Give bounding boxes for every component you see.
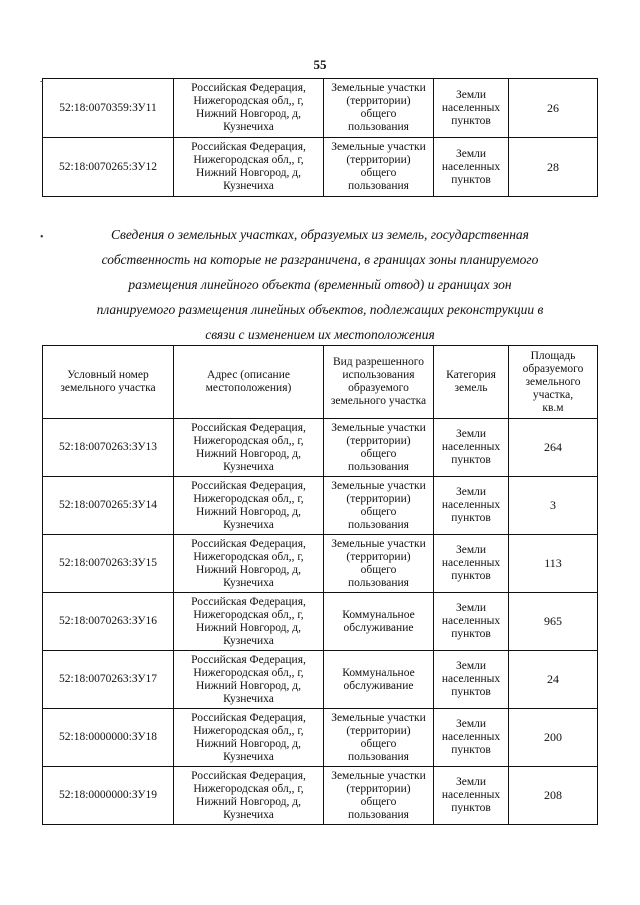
cell-line: пунктов [451,686,491,698]
land-category-cell [434,709,509,767]
cell-line: общего [360,737,397,750]
cell-line: Нижегородская обл,, г, [193,724,304,737]
cell-line: Нижегородская обл,, г, [193,154,304,166]
cell-line: Кузнечиха [223,808,274,821]
cell-line: земельного [525,375,581,388]
cell-line: Российская Федерация, [191,769,306,782]
cell-line: Земельные участки [331,82,426,94]
cell-line: населенных [441,557,501,569]
area-cell: 26 [509,79,598,138]
address-cell [174,419,324,477]
parcel-id-cell: 52:18:0070265:ЗУ14 [43,477,174,535]
cell-line: Российская Федерация, [191,479,306,492]
cell-line: (территории) [346,154,411,166]
cell-line: пунктов [451,454,491,466]
cell-line: общего [360,167,397,179]
cell-line: общего [360,563,397,576]
table-row [43,593,598,651]
address-cell [174,767,324,825]
cell-line: Коммунальное [342,666,415,679]
permitted-use-cell [324,593,434,651]
land-category-cell [434,79,509,138]
cell-line: населенных [441,441,501,453]
area-cell: 208 [509,767,598,825]
permitted-use-cell [324,79,434,138]
cell-line: Нижний Новгород, д, [196,505,301,518]
cell-line: Нижний Новгород, д, [196,679,301,692]
cell-line: Нижний Новгород, д, [196,447,301,460]
address-cell [174,535,324,593]
cell-line: обслуживание [343,679,414,692]
cell-line: пользования [348,750,409,763]
area-cell: 965 [509,593,598,651]
heading-line: размещения линейного объекта (временный отвод) и границах зон [128,277,512,292]
cell-line: Кузнечиха [223,460,274,473]
cell-line: образуемого [348,382,409,394]
cell-line: Российская Федерация, [191,82,306,94]
section-heading [60,222,580,347]
cell-line: Нижний Новгород, д, [196,737,301,750]
header-id [43,346,174,419]
address-cell [174,709,324,767]
cell-line: общего [360,795,397,808]
cell-line: пунктов [451,570,491,582]
cell-line: населенных [441,673,501,685]
cell-line: пунктов [451,512,491,524]
table-row [43,79,598,138]
cell-line: Вид разрешенного [332,356,424,368]
permitted-use-cell [324,419,434,477]
cell-line: участка, [532,388,574,401]
scan-mark: • [40,232,44,243]
cell-line: Нижний Новгород, д, [196,795,301,808]
address-cell [174,477,324,535]
cell-line: Земли [455,544,487,556]
heading-line: связи с изменением их местоположения [205,327,435,342]
cell-line: обслуживание [343,621,414,634]
continued-parcels-table [42,78,598,197]
land-category-cell [434,651,509,709]
cell-line: Российская Федерация, [191,595,306,608]
table-row [43,477,598,535]
cell-line: Земли [455,718,487,730]
address-cell [174,79,324,138]
cell-line: населенных [441,101,501,114]
permitted-use-cell [324,138,434,197]
parcel-id-cell: 52:18:0070263:ЗУ16 [43,593,174,651]
cell-line: Земельные участки [331,479,426,492]
cell-line: Нижний Новгород, д, [196,621,301,634]
cell-line: пунктов [451,114,491,127]
cell-line: Земли [455,88,487,101]
cell-line: пунктов [451,802,491,814]
cell-line: Кузнечиха [223,692,274,705]
address-cell [174,593,324,651]
cell-line: Кузнечиха [223,121,274,133]
area-cell: 24 [509,651,598,709]
cell-line: (территории) [346,724,411,737]
cell-line: Категория [446,369,496,381]
land-category-cell [434,593,509,651]
cell-line: Нижегородская обл,, г, [193,492,304,505]
cell-line: пунктов [451,628,491,640]
cell-line: Земельные участки [331,537,426,550]
cell-line: Земельные участки [331,421,426,434]
cell-line: (территории) [346,492,411,505]
heading-line: собственность на которые не разграничена, в границах зоны планируемого [101,252,539,267]
cell-line: земель [454,382,488,394]
cell-line: населенных [441,499,501,511]
scan-mark: - [40,76,44,87]
cell-line: Российская Федерация, [191,141,306,153]
parcel-id-cell: 52:18:0070265:ЗУ12 [43,138,174,197]
cell-line: общего [360,108,397,120]
cell-line: земельного участка [330,395,427,407]
parcel-id-cell: 52:18:0000000:ЗУ18 [43,709,174,767]
cell-line: Кузнечиха [223,750,274,763]
cell-line: использования [342,369,415,381]
table-row [43,767,598,825]
cell-line: Нижегородская обл,, г, [193,608,304,621]
cell-line: Кузнечиха [223,634,274,647]
cell-line: Российская Федерация, [191,711,306,724]
table-row [43,138,598,197]
permitted-use-cell [324,477,434,535]
table-row [43,709,598,767]
cell-line: пользования [348,121,409,133]
cell-line: Российская Федерация, [191,421,306,434]
cell-line: (территории) [346,95,411,107]
cell-line: Нижегородская обл,, г, [193,550,304,563]
cell-line: пунктов [451,744,491,756]
cell-line: Нижний Новгород, д, [196,167,301,179]
header-category [434,346,509,419]
cell-line: Кузнечиха [223,180,274,192]
cell-line: кв.м [542,401,564,414]
header-address [174,346,324,419]
area-cell: 113 [509,535,598,593]
land-category-cell [434,477,509,535]
parcel-id-cell: 52:18:0070263:ЗУ17 [43,651,174,709]
area-cell: 264 [509,419,598,477]
permitted-use-cell [324,767,434,825]
cell-line: Площадь [530,349,576,362]
cell-line: Коммунальное [342,608,415,621]
cell-line: земельного участка [60,382,156,394]
header-area [509,346,598,419]
table-row [43,651,598,709]
parcel-id-cell: 52:18:0000000:ЗУ19 [43,767,174,825]
cell-line: Российская Федерация, [191,537,306,550]
cell-line: Земли [455,486,487,498]
cell-line: пунктов [451,173,491,186]
cell-line: Нижегородская обл,, г, [193,434,304,447]
cell-line: Российская Федерация, [191,653,306,666]
header-use [324,346,434,419]
cell-line: Нижний Новгород, д, [196,108,301,120]
cell-line: Условный номер [67,369,149,381]
cell-line: общего [360,447,397,460]
cell-line: Кузнечиха [223,576,274,589]
parcel-id-cell: 52:18:0070263:ЗУ15 [43,535,174,593]
cell-line: Нижний Новгород, д, [196,563,301,576]
cell-line: населенных [441,615,501,627]
cell-line: пользования [348,460,409,473]
cell-line: Земельные участки [331,769,426,782]
cell-line: (территории) [346,434,411,447]
cell-line: образуемого [522,362,584,375]
table-row [43,419,598,477]
cell-line: Земли [455,602,487,614]
cell-line: Земли [455,660,487,672]
land-category-cell [434,535,509,593]
cell-line: Земельные участки [331,711,426,724]
cell-line: Нижегородская обл,, г, [193,666,304,679]
permitted-use-cell [324,651,434,709]
cell-line: населенных [441,789,501,801]
address-cell [174,138,324,197]
cell-line: Земли [455,147,487,160]
cell-line: пользования [348,180,409,192]
cell-line: местоположения) [205,382,292,394]
heading-line: планируемого размещения линейных объектов, подлежащих реконструкции в [96,302,544,317]
heading-line: Сведения о земельных участках, образуемых из земель, государственная [111,227,529,242]
area-cell: 28 [509,138,598,197]
cell-line: Нижегородская обл,, г, [193,782,304,795]
page-number: 55 [313,57,327,72]
land-category-cell [434,767,509,825]
parcel-id-cell: 52:18:0070359:ЗУ11 [43,79,174,138]
area-cell: 3 [509,477,598,535]
table-row [43,535,598,593]
cell-line: (территории) [346,782,411,795]
cell-line: Земли [455,428,487,440]
cell-line: населенных [441,160,501,173]
area-cell: 200 [509,709,598,767]
cell-line: населенных [441,731,501,743]
cell-line: Земельные участки [331,141,426,153]
cell-line: (территории) [346,550,411,563]
parcel-id-cell: 52:18:0070263:ЗУ13 [43,419,174,477]
cell-line: общего [360,505,397,518]
address-cell [174,651,324,709]
cell-line: Нижегородская обл,, г, [193,95,304,107]
land-category-cell [434,419,509,477]
permitted-use-cell [324,535,434,593]
permitted-use-cell [324,709,434,767]
parcels-table [42,345,598,825]
cell-line: пользования [348,518,409,531]
land-category-cell [434,138,509,197]
cell-line: пользования [348,808,409,821]
cell-line: пользования [348,576,409,589]
cell-line: Адрес (описание [207,369,290,381]
cell-line: Кузнечиха [223,518,274,531]
cell-line: Земли [455,776,487,788]
header-row [43,346,598,419]
